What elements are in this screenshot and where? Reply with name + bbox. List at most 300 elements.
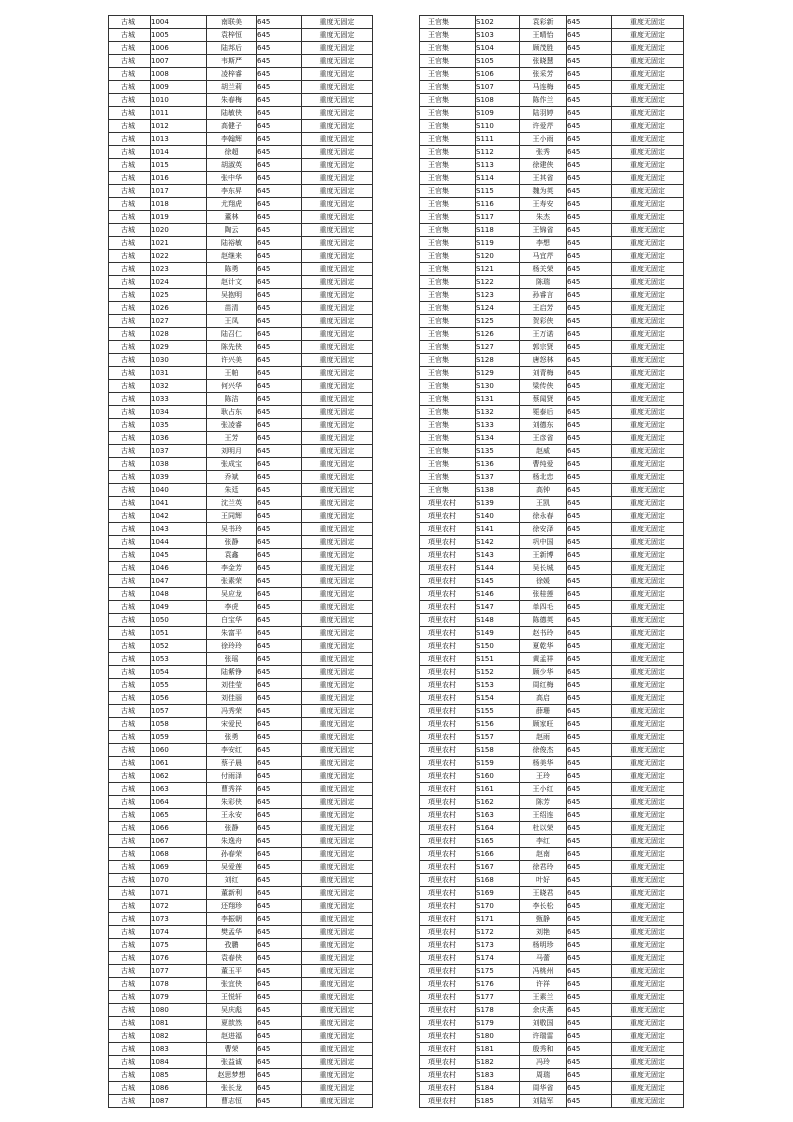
cell-region: 古城 (109, 1056, 151, 1069)
cell-name: 王小雨 (520, 133, 567, 146)
cell-amount: 645 (567, 445, 612, 458)
cell-region: 王官集 (420, 120, 476, 133)
table-row (420, 68, 684, 81)
cell-name: 张益诚 (207, 1056, 257, 1069)
cell-region: 項里农村 (420, 809, 476, 822)
cell-name: 巩中国 (520, 536, 567, 549)
table-row (420, 952, 684, 965)
cell-region: 古城 (109, 666, 151, 679)
table-row (109, 471, 373, 484)
cell-category: 重度无固定 (302, 224, 373, 237)
cell-id: 1026 (151, 302, 207, 315)
cell-id: 1030 (151, 354, 207, 367)
cell-name: 赵思梦想 (207, 1069, 257, 1082)
cell-amount: 645 (257, 861, 302, 874)
cell-amount: 645 (257, 29, 302, 42)
cell-category: 重度无固定 (302, 497, 373, 510)
cell-id: 1080 (151, 1004, 207, 1017)
cell-region: 王官集 (420, 198, 476, 211)
cell-region: 古城 (109, 120, 151, 133)
cell-id: S142 (476, 536, 520, 549)
cell-category: 重度无固定 (302, 965, 373, 978)
cell-id: S131 (476, 393, 520, 406)
table-row (109, 588, 373, 601)
cell-category: 重度无固定 (302, 68, 373, 81)
cell-name: 王晓君 (520, 887, 567, 900)
table-row (420, 224, 684, 237)
cell-id: 1023 (151, 263, 207, 276)
table-row (420, 978, 684, 991)
cell-region: 古城 (109, 965, 151, 978)
cell-id: 1046 (151, 562, 207, 575)
table-row (420, 172, 684, 185)
cell-category: 重度无固定 (302, 458, 373, 471)
cell-id: S185 (476, 1095, 520, 1108)
cell-region: 王官集 (420, 146, 476, 159)
cell-category: 重度无固定 (612, 601, 684, 614)
cell-amount: 645 (567, 315, 612, 328)
cell-amount: 645 (257, 1017, 302, 1030)
table-row (109, 341, 373, 354)
cell-region: 古城 (109, 289, 151, 302)
table-row (420, 250, 684, 263)
cell-region: 王官集 (420, 81, 476, 94)
cell-name: 李想 (520, 237, 567, 250)
cell-category: 重度无固定 (612, 81, 684, 94)
cell-name: 马连梅 (520, 81, 567, 94)
cell-category: 重度无固定 (302, 796, 373, 809)
cell-category: 重度无固定 (302, 354, 373, 367)
cell-amount: 645 (257, 666, 302, 679)
cell-region: 王官集 (420, 250, 476, 263)
cell-name: 陆敏侠 (207, 107, 257, 120)
cell-region: 古城 (109, 263, 151, 276)
cell-category: 重度无固定 (302, 419, 373, 432)
cell-amount: 645 (257, 458, 302, 471)
cell-name: 朱廷 (207, 484, 257, 497)
table-row (109, 159, 373, 172)
cell-category: 重度无固定 (612, 237, 684, 250)
cell-amount: 645 (567, 796, 612, 809)
cell-id: 1039 (151, 471, 207, 484)
cell-name: 袁梓恒 (207, 29, 257, 42)
cell-id: 1031 (151, 367, 207, 380)
table-row (109, 809, 373, 822)
cell-region: 古城 (109, 679, 151, 692)
cell-amount: 645 (567, 29, 612, 42)
table-row (420, 107, 684, 120)
cell-amount: 645 (257, 640, 302, 653)
cell-category: 重度无固定 (302, 783, 373, 796)
cell-amount: 645 (567, 1017, 612, 1030)
cell-name: 朱彩侠 (207, 796, 257, 809)
table-row (109, 783, 373, 796)
cell-amount: 645 (567, 952, 612, 965)
cell-region: 項里农村 (420, 679, 476, 692)
cell-name: 陆邦后 (207, 42, 257, 55)
cell-region: 古城 (109, 406, 151, 419)
cell-region: 項里农村 (420, 601, 476, 614)
table-row (420, 419, 684, 432)
table-row (109, 965, 373, 978)
cell-id: 1067 (151, 835, 207, 848)
cell-region: 王官集 (420, 445, 476, 458)
cell-amount: 645 (257, 562, 302, 575)
cell-name: 顾茂胜 (520, 42, 567, 55)
cell-id: S171 (476, 913, 520, 926)
cell-region: 項里农村 (420, 536, 476, 549)
cell-region: 古城 (109, 978, 151, 991)
table-row (109, 991, 373, 1004)
cell-id: 1050 (151, 614, 207, 627)
cell-amount: 645 (257, 315, 302, 328)
table-row (420, 562, 684, 575)
cell-region: 古城 (109, 861, 151, 874)
table-row (420, 601, 684, 614)
cell-id: S141 (476, 523, 520, 536)
cell-category: 重度无固定 (302, 237, 373, 250)
table-row (109, 692, 373, 705)
table-row (109, 224, 373, 237)
cell-category: 重度无固定 (612, 965, 684, 978)
cell-category: 重度无固定 (612, 224, 684, 237)
cell-name: 黄孟祥 (520, 653, 567, 666)
cell-name: 薛珊 (520, 705, 567, 718)
table-row (420, 393, 684, 406)
cell-category: 重度无固定 (302, 94, 373, 107)
cell-id: S158 (476, 744, 520, 757)
cell-region: 古城 (109, 848, 151, 861)
cell-id: S165 (476, 835, 520, 848)
cell-name: 李红 (520, 835, 567, 848)
table-row (420, 679, 684, 692)
table-row (420, 159, 684, 172)
cell-id: S163 (476, 809, 520, 822)
table-row (109, 432, 373, 445)
cell-category: 重度无固定 (302, 81, 373, 94)
cell-amount: 645 (567, 718, 612, 731)
cell-name: 杜以荣 (520, 822, 567, 835)
table-row (420, 445, 684, 458)
cell-name: 李长松 (520, 900, 567, 913)
cell-name: 赵书玲 (520, 627, 567, 640)
cell-name: 王锦省 (520, 224, 567, 237)
cell-amount: 645 (257, 614, 302, 627)
cell-id: 1048 (151, 588, 207, 601)
cell-id: S113 (476, 159, 520, 172)
cell-region: 項里农村 (420, 614, 476, 627)
cell-amount: 645 (257, 341, 302, 354)
table-row (420, 900, 684, 913)
cell-id: 1033 (151, 393, 207, 406)
cell-name: 胡兰莉 (207, 81, 257, 94)
table-row (109, 926, 373, 939)
cell-category: 重度无固定 (612, 536, 684, 549)
cell-region: 古城 (109, 419, 151, 432)
cell-name: 吴庆彪 (207, 1004, 257, 1017)
cell-id: S104 (476, 42, 520, 55)
cell-category: 重度无固定 (612, 809, 684, 822)
cell-region: 古城 (109, 328, 151, 341)
cell-region: 古城 (109, 1095, 151, 1108)
cell-name: 徐君玲 (520, 861, 567, 874)
cell-name: 袁春侠 (207, 952, 257, 965)
cell-category: 重度无固定 (302, 393, 373, 406)
cell-amount: 645 (257, 965, 302, 978)
table-row (420, 692, 684, 705)
cell-amount: 645 (567, 367, 612, 380)
cell-category: 重度无固定 (302, 523, 373, 536)
cell-name: 李东昇 (207, 185, 257, 198)
cell-category: 重度无固定 (302, 666, 373, 679)
cell-id: S174 (476, 952, 520, 965)
cell-region: 古城 (109, 1030, 151, 1043)
cell-category: 重度无固定 (612, 1056, 684, 1069)
cell-name: 陆羽婷 (520, 107, 567, 120)
cell-name: 乔斌 (207, 471, 257, 484)
cell-id: 1069 (151, 861, 207, 874)
cell-id: 1035 (151, 419, 207, 432)
cell-name: 袁彩新 (520, 16, 567, 29)
cell-category: 重度无固定 (302, 757, 373, 770)
cell-amount: 645 (257, 185, 302, 198)
cell-id: 1076 (151, 952, 207, 965)
cell-name: 张秀 (520, 146, 567, 159)
table-row (109, 1030, 373, 1043)
cell-name: 董新利 (207, 887, 257, 900)
cell-amount: 645 (567, 484, 612, 497)
cell-category: 重度无固定 (302, 770, 373, 783)
cell-id: S160 (476, 770, 520, 783)
roster-table-right (419, 15, 684, 1108)
table-row (109, 523, 373, 536)
cell-amount: 645 (257, 549, 302, 562)
cell-name: 赵雨 (520, 731, 567, 744)
table-row (109, 367, 373, 380)
cell-id: S153 (476, 679, 520, 692)
table-row (420, 146, 684, 159)
cell-id: 1011 (151, 107, 207, 120)
table-row (109, 68, 373, 81)
cell-name: 徐安泽 (520, 523, 567, 536)
cell-category: 重度无固定 (302, 445, 373, 458)
cell-id: S120 (476, 250, 520, 263)
cell-amount: 645 (257, 874, 302, 887)
cell-amount: 645 (257, 16, 302, 29)
cell-amount: 645 (257, 783, 302, 796)
cell-name: 曹纯爱 (520, 458, 567, 471)
cell-category: 重度无固定 (612, 588, 684, 601)
cell-amount: 645 (567, 744, 612, 757)
cell-id: S138 (476, 484, 520, 497)
cell-region: 古城 (109, 354, 151, 367)
cell-id: 1042 (151, 510, 207, 523)
cell-name: 赵计文 (207, 276, 257, 289)
cell-region: 項里农村 (420, 887, 476, 900)
cell-region: 古城 (109, 276, 151, 289)
cell-name: 王小红 (520, 783, 567, 796)
cell-id: 1022 (151, 250, 207, 263)
cell-category: 重度无固定 (612, 666, 684, 679)
cell-category: 重度无固定 (302, 484, 373, 497)
cell-region: 項里农村 (420, 1030, 476, 1043)
cell-name: 徐玲玲 (207, 640, 257, 653)
cell-amount: 645 (567, 835, 612, 848)
cell-amount: 645 (257, 887, 302, 900)
cell-amount: 645 (257, 328, 302, 341)
cell-name: 许兴美 (207, 354, 257, 367)
table-row (420, 510, 684, 523)
cell-category: 重度无固定 (612, 419, 684, 432)
cell-id: S110 (476, 120, 520, 133)
cell-name: 杨美华 (520, 757, 567, 770)
table-row (420, 991, 684, 1004)
cell-region: 王官集 (420, 263, 476, 276)
cell-region: 王官集 (420, 159, 476, 172)
cell-amount: 645 (567, 965, 612, 978)
cell-category: 重度无固定 (302, 432, 373, 445)
cell-region: 項里农村 (420, 822, 476, 835)
cell-region: 王官集 (420, 328, 476, 341)
cell-name: 耿占东 (207, 406, 257, 419)
cell-name: 王万诺 (520, 328, 567, 341)
cell-amount: 645 (567, 211, 612, 224)
cell-amount: 645 (567, 510, 612, 523)
cell-amount: 645 (567, 1056, 612, 1069)
cell-id: S102 (476, 16, 520, 29)
cell-id: S132 (476, 406, 520, 419)
cell-name: 陆召仁 (207, 328, 257, 341)
table-row (420, 1056, 684, 1069)
cell-region: 項里农村 (420, 783, 476, 796)
cell-region: 王官集 (420, 432, 476, 445)
cell-amount: 645 (567, 289, 612, 302)
cell-name: 顾少华 (520, 666, 567, 679)
table-row (420, 1004, 684, 1017)
table-row (109, 393, 373, 406)
cell-amount: 645 (567, 16, 612, 29)
cell-region: 王官集 (420, 55, 476, 68)
table-row (109, 1004, 373, 1017)
cell-category: 重度无固定 (612, 406, 684, 419)
cell-id: S167 (476, 861, 520, 874)
cell-region: 古城 (109, 874, 151, 887)
cell-amount: 645 (567, 497, 612, 510)
cell-id: 1072 (151, 900, 207, 913)
cell-category: 重度无固定 (302, 978, 373, 991)
table-row (109, 289, 373, 302)
table-row (420, 133, 684, 146)
cell-id: 1055 (151, 679, 207, 692)
cell-category: 重度无固定 (612, 380, 684, 393)
cell-name: 王启芳 (520, 302, 567, 315)
cell-amount: 645 (567, 731, 612, 744)
cell-id: S128 (476, 354, 520, 367)
cell-amount: 645 (257, 198, 302, 211)
cell-category: 重度无固定 (612, 692, 684, 705)
cell-id: S162 (476, 796, 520, 809)
table-row (420, 471, 684, 484)
cell-amount: 645 (257, 796, 302, 809)
cell-amount: 645 (257, 133, 302, 146)
cell-region: 古城 (109, 822, 151, 835)
cell-amount: 645 (567, 783, 612, 796)
cell-category: 重度无固定 (302, 146, 373, 159)
cell-region: 古城 (109, 887, 151, 900)
cell-category: 重度无固定 (612, 263, 684, 276)
cell-name: 白宝华 (207, 614, 257, 627)
cell-category: 重度无固定 (302, 926, 373, 939)
cell-region: 古城 (109, 1017, 151, 1030)
cell-amount: 645 (257, 848, 302, 861)
cell-amount: 645 (567, 1082, 612, 1095)
table-row (109, 705, 373, 718)
cell-category: 重度无固定 (612, 900, 684, 913)
table-row (109, 744, 373, 757)
cell-region: 古城 (109, 575, 151, 588)
cell-category: 重度无固定 (612, 952, 684, 965)
cell-name: 赵继来 (207, 250, 257, 263)
cell-region: 王官集 (420, 42, 476, 55)
cell-id: S126 (476, 328, 520, 341)
cell-id: 1047 (151, 575, 207, 588)
cell-category: 重度无固定 (612, 29, 684, 42)
table-row (420, 302, 684, 315)
cell-region: 古城 (109, 796, 151, 809)
cell-id: S177 (476, 991, 520, 1004)
cell-category: 重度无固定 (612, 276, 684, 289)
cell-id: S166 (476, 848, 520, 861)
cell-id: 1040 (151, 484, 207, 497)
cell-region: 王官集 (420, 471, 476, 484)
table-row (420, 1017, 684, 1030)
cell-id: 1004 (151, 16, 207, 29)
cell-region: 項里农村 (420, 1056, 476, 1069)
cell-category: 重度无固定 (302, 1069, 373, 1082)
table-row (420, 328, 684, 341)
cell-id: 1051 (151, 627, 207, 640)
cell-category: 重度无固定 (302, 328, 373, 341)
cell-amount: 645 (567, 432, 612, 445)
cell-id: S124 (476, 302, 520, 315)
cell-amount: 645 (567, 536, 612, 549)
cell-region: 王官集 (420, 29, 476, 42)
cell-region: 古城 (109, 94, 151, 107)
cell-id: S136 (476, 458, 520, 471)
table-row (420, 744, 684, 757)
table-row (109, 380, 373, 393)
cell-id: 1009 (151, 81, 207, 94)
cell-amount: 645 (567, 900, 612, 913)
table-row (109, 198, 373, 211)
cell-region: 項里农村 (420, 549, 476, 562)
cell-id: 1010 (151, 94, 207, 107)
cell-region: 古城 (109, 510, 151, 523)
table-row (109, 445, 373, 458)
cell-name: 张凌睿 (207, 419, 257, 432)
cell-category: 重度无固定 (612, 1043, 684, 1056)
cell-name: 王帕 (207, 367, 257, 380)
cell-category: 重度无固定 (302, 679, 373, 692)
cell-region: 古城 (109, 926, 151, 939)
cell-amount: 645 (257, 510, 302, 523)
cell-id: 1086 (151, 1082, 207, 1095)
cell-id: S170 (476, 900, 520, 913)
cell-category: 重度无固定 (302, 172, 373, 185)
cell-id: 1054 (151, 666, 207, 679)
cell-region: 古城 (109, 237, 151, 250)
cell-id: S108 (476, 94, 520, 107)
